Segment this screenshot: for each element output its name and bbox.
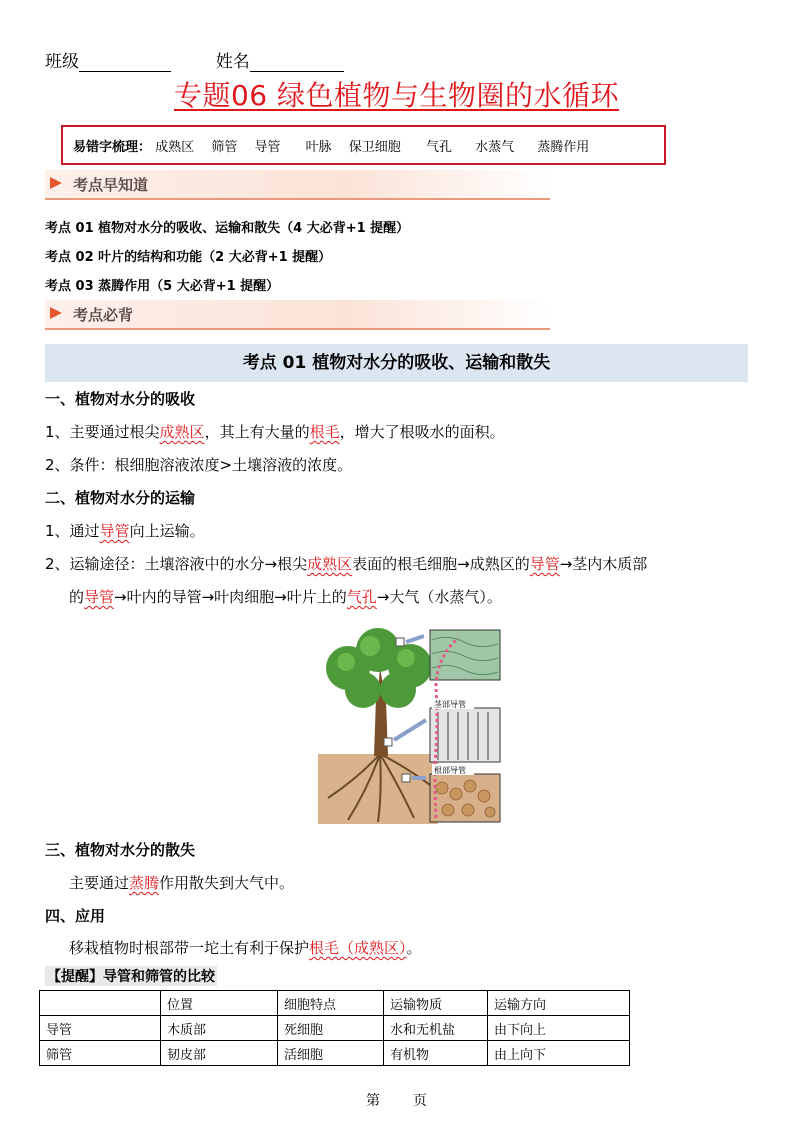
typo-row xyxy=(73,136,602,155)
table-cell: 由下向上 xyxy=(488,1016,630,1041)
key-term: 成熟区 xyxy=(159,423,205,441)
arrow-icon xyxy=(50,177,62,189)
section-header xyxy=(45,344,748,382)
section-title: 考点 01 植物对水分的吸收、运输和散失 xyxy=(242,353,551,373)
typo-word: 气孔 xyxy=(425,140,452,155)
table-cell: 死细胞 xyxy=(278,1016,384,1041)
callout-marker xyxy=(402,774,410,782)
page-footer xyxy=(0,1090,793,1110)
footer-left: 第 xyxy=(366,1093,381,1109)
callout-marker xyxy=(384,738,392,746)
table-cell: 水和无机盐 xyxy=(384,1016,488,1041)
tree-illustration xyxy=(318,628,502,824)
table-header-row xyxy=(40,991,630,1016)
table-header-cell: 运输方向 xyxy=(488,991,630,1016)
typo-word: 成熟区 xyxy=(155,140,195,155)
arrow-icon xyxy=(50,307,62,319)
topic-item: 考点 03 蒸腾作用（5 大必背+1 提醒） xyxy=(45,279,280,294)
text-run: 移栽植物时根部带一坨土有利于保护 xyxy=(69,939,310,957)
part1-line1 xyxy=(45,421,505,442)
text-run: ，其上有大量的 xyxy=(204,423,310,441)
table-cell: 筛管 xyxy=(40,1041,161,1066)
table-header-cell: 细胞特点 xyxy=(278,991,384,1016)
soil xyxy=(318,754,438,824)
key-term: 成熟区 xyxy=(307,555,353,573)
table-cell: 由上向下 xyxy=(488,1041,630,1066)
typo-word: 导管 xyxy=(254,140,281,155)
text-run: →叶内的导管→叶肉细胞→叶片上的 xyxy=(114,588,347,606)
table-header-cell xyxy=(40,991,161,1016)
part2-line3 xyxy=(69,586,502,607)
stem-detail-panel xyxy=(430,708,500,762)
text-run: →茎内木质部 xyxy=(559,555,648,573)
table-cell: 活细胞 xyxy=(278,1041,384,1066)
page-title: 专题06 绿色植物与生物圈的水循环 xyxy=(173,79,620,112)
topic-item: 考点 02 叶片的结构和功能（2 大必背+1 提醒） xyxy=(45,250,332,265)
key-term: 根毛 xyxy=(309,423,340,441)
key-term: 蒸腾 xyxy=(129,874,160,892)
text-run: 。 xyxy=(406,939,422,957)
banner-must-label: 考点必背 xyxy=(73,306,134,324)
text-run: 1、通过 xyxy=(45,522,100,540)
part3-line1 xyxy=(69,872,294,893)
class-name-header xyxy=(45,47,344,72)
part4-line1 xyxy=(69,937,422,958)
name-label: 姓名 xyxy=(215,52,250,72)
text-run: 向上运输。 xyxy=(129,522,205,540)
typo-word: 叶脉 xyxy=(305,140,332,155)
tree-transport-figure xyxy=(318,628,502,824)
table-cell: 有机物 xyxy=(384,1041,488,1066)
typo-word: 蒸腾作用 xyxy=(537,140,590,155)
table-cell: 导管 xyxy=(40,1016,161,1041)
typo-box xyxy=(61,125,666,165)
name-blank[interactable] xyxy=(250,55,344,72)
key-term: 导管 xyxy=(529,555,560,573)
root-vessel-label: 根部导管 xyxy=(434,766,466,775)
part2-line1 xyxy=(45,520,205,541)
key-term: 导管 xyxy=(99,522,130,540)
text-run: 主要通过 xyxy=(69,874,130,892)
key-term: 导管 xyxy=(84,588,115,606)
table-cell: 韧皮部 xyxy=(161,1041,278,1066)
text-run: →大气（水蒸气）。 xyxy=(376,588,502,606)
banner-must xyxy=(45,300,550,330)
text-run: ，增大了根吸水的面积。 xyxy=(339,423,505,441)
text-run: 的 xyxy=(69,588,85,606)
key-term: 根毛（成熟区） xyxy=(309,939,407,957)
banner-early xyxy=(45,170,550,200)
table-header-cell: 位置 xyxy=(161,991,278,1016)
topic-item: 考点 01 植物对水分的吸收、运输和散失（4 大必背+1 提醒） xyxy=(45,221,410,236)
comparison-table xyxy=(39,990,630,1066)
table-row xyxy=(40,1041,630,1066)
typo-word: 水蒸气 xyxy=(475,140,515,155)
reminder-label: 【提醒】导管和筛管的比较 xyxy=(45,966,217,986)
table-cell: 木质部 xyxy=(161,1016,278,1041)
part2-heading: 二、植物对水分的运输 xyxy=(45,489,196,507)
stem-vessel-label: 茎部导管 xyxy=(434,700,466,709)
callout-marker xyxy=(396,638,404,646)
part4-heading: 四、应用 xyxy=(45,907,106,925)
part2-line2 xyxy=(45,553,647,574)
text-run: 作用散失到大气中。 xyxy=(159,874,295,892)
text-run: 2、运输途径：土壤溶液中的水分→根尖 xyxy=(45,555,308,573)
typo-word: 保卫细胞 xyxy=(348,140,401,155)
typo-word: 筛管 xyxy=(211,140,238,155)
banner-early-label: 考点早知道 xyxy=(73,176,149,194)
class-label: 班级 xyxy=(45,52,79,72)
part1-heading: 一、植物对水分的吸收 xyxy=(45,390,196,408)
text-run: 表面的根毛细胞→成熟区的 xyxy=(352,555,530,573)
text-run: 1、主要通过根尖 xyxy=(45,423,160,441)
table-header-cell: 运输物质 xyxy=(384,991,488,1016)
typo-label: 易错字梳理： xyxy=(73,140,152,155)
table-row xyxy=(40,1016,630,1041)
class-blank[interactable] xyxy=(79,55,171,72)
key-term: 气孔 xyxy=(346,588,377,606)
part1-line2: 2、条件：根细胞溶液浓度>土壤溶液的浓度。 xyxy=(45,456,353,474)
part3-heading: 三、植物对水分的散失 xyxy=(45,841,196,859)
footer-right: 页 xyxy=(412,1093,427,1109)
